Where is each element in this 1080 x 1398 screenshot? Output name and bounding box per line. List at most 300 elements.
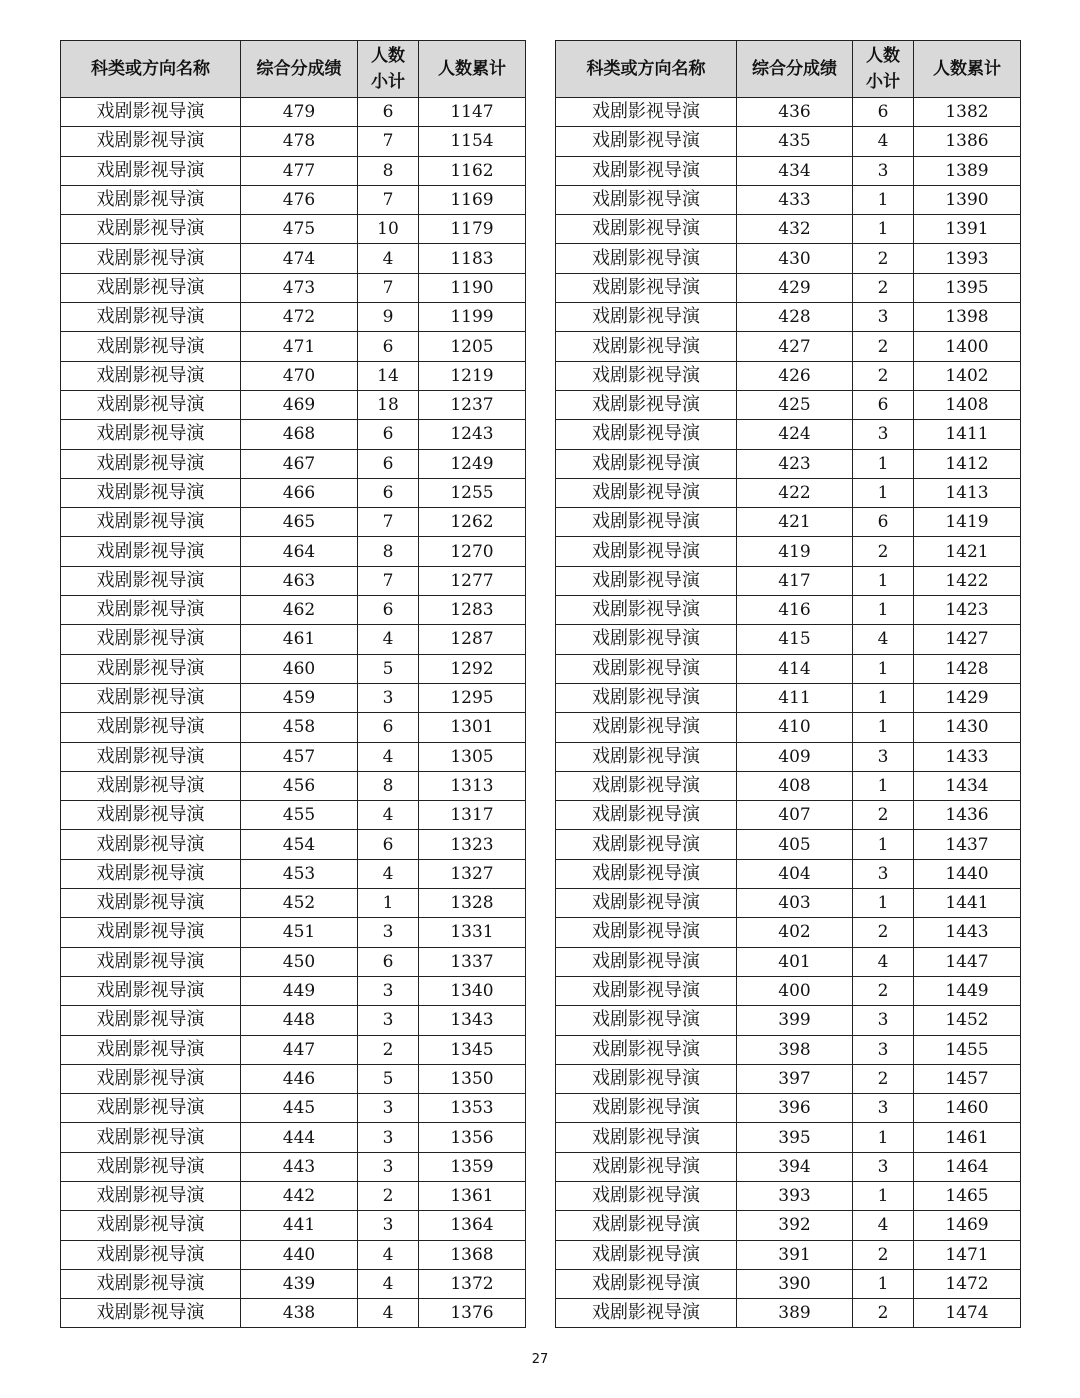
table-row bbox=[556, 1064, 1021, 1093]
score-cell: 432 bbox=[737, 215, 853, 244]
header-count-line2: 小计 bbox=[371, 72, 405, 92]
count-cell: 4 bbox=[853, 625, 914, 654]
cumulative-cell: 1277 bbox=[419, 566, 526, 595]
cumulative-cell: 1449 bbox=[914, 976, 1021, 1005]
count-cell: 5 bbox=[358, 1064, 419, 1093]
cumulative-cell: 1353 bbox=[419, 1094, 526, 1123]
score-cell: 472 bbox=[241, 303, 358, 332]
header-count bbox=[358, 41, 419, 98]
score-cell: 410 bbox=[737, 713, 853, 742]
table-row bbox=[556, 508, 1021, 537]
score-cell: 443 bbox=[241, 1152, 358, 1181]
count-cell: 7 bbox=[358, 566, 419, 595]
cumulative-cell: 1340 bbox=[419, 976, 526, 1005]
header-cumulative: 人数累计 bbox=[914, 41, 1021, 98]
score-cell: 391 bbox=[737, 1240, 853, 1269]
count-cell: 4 bbox=[358, 801, 419, 830]
major-name-cell: 戏剧影视导演 bbox=[61, 771, 241, 800]
count-cell: 1 bbox=[853, 185, 914, 214]
header-count bbox=[853, 41, 914, 98]
table-row bbox=[556, 566, 1021, 595]
count-cell: 8 bbox=[358, 156, 419, 185]
table-row bbox=[61, 771, 526, 800]
score-cell: 435 bbox=[737, 127, 853, 156]
major-name-cell: 戏剧影视导演 bbox=[556, 947, 737, 976]
score-cell: 430 bbox=[737, 244, 853, 273]
score-cell: 404 bbox=[737, 859, 853, 888]
cumulative-cell: 1390 bbox=[914, 185, 1021, 214]
count-cell: 1 bbox=[853, 478, 914, 507]
table-row bbox=[61, 537, 526, 566]
count-cell: 3 bbox=[853, 420, 914, 449]
count-cell: 7 bbox=[358, 273, 419, 302]
score-cell: 428 bbox=[737, 303, 853, 332]
table-row bbox=[61, 478, 526, 507]
major-name-cell: 戏剧影视导演 bbox=[61, 976, 241, 1005]
table-row bbox=[61, 215, 526, 244]
major-name-cell: 戏剧影视导演 bbox=[556, 303, 737, 332]
major-name-cell: 戏剧影视导演 bbox=[556, 771, 737, 800]
cumulative-cell: 1287 bbox=[419, 625, 526, 654]
cumulative-cell: 1437 bbox=[914, 830, 1021, 859]
count-cell: 3 bbox=[358, 918, 419, 947]
table-row bbox=[61, 1211, 526, 1240]
count-cell: 3 bbox=[853, 1152, 914, 1181]
cumulative-cell: 1460 bbox=[914, 1094, 1021, 1123]
cumulative-cell: 1331 bbox=[419, 918, 526, 947]
major-name-cell: 戏剧影视导演 bbox=[556, 449, 737, 478]
score-cell: 398 bbox=[737, 1035, 853, 1064]
table-row bbox=[61, 596, 526, 625]
table-row bbox=[61, 1299, 526, 1328]
table-row bbox=[556, 361, 1021, 390]
count-cell: 4 bbox=[853, 127, 914, 156]
major-name-cell: 戏剧影视导演 bbox=[61, 918, 241, 947]
count-cell: 3 bbox=[358, 683, 419, 712]
count-cell: 2 bbox=[853, 273, 914, 302]
table-row bbox=[61, 449, 526, 478]
score-cell: 448 bbox=[241, 1006, 358, 1035]
count-cell: 3 bbox=[853, 1035, 914, 1064]
major-name-cell: 戏剧影视导演 bbox=[556, 508, 737, 537]
cumulative-cell: 1402 bbox=[914, 361, 1021, 390]
count-cell: 3 bbox=[358, 1094, 419, 1123]
table-row bbox=[556, 683, 1021, 712]
count-cell: 3 bbox=[358, 1152, 419, 1181]
score-cell: 441 bbox=[241, 1211, 358, 1240]
cumulative-cell: 1162 bbox=[419, 156, 526, 185]
table-row bbox=[61, 625, 526, 654]
major-name-cell: 戏剧影视导演 bbox=[556, 1123, 737, 1152]
score-table-right bbox=[555, 40, 1021, 1328]
count-cell: 6 bbox=[358, 98, 419, 127]
count-cell: 6 bbox=[358, 713, 419, 742]
count-cell: 2 bbox=[853, 1240, 914, 1269]
cumulative-cell: 1472 bbox=[914, 1269, 1021, 1298]
table-row bbox=[556, 156, 1021, 185]
cumulative-cell: 1219 bbox=[419, 361, 526, 390]
score-cell: 465 bbox=[241, 508, 358, 537]
score-cell: 405 bbox=[737, 830, 853, 859]
score-cell: 415 bbox=[737, 625, 853, 654]
table-row bbox=[556, 918, 1021, 947]
table-row bbox=[61, 830, 526, 859]
header-count-line2: 小计 bbox=[866, 72, 900, 92]
major-name-cell: 戏剧影视导演 bbox=[556, 830, 737, 859]
header-cumulative: 人数累计 bbox=[419, 41, 526, 98]
table-row bbox=[556, 1211, 1021, 1240]
major-name-cell: 戏剧影视导演 bbox=[556, 1152, 737, 1181]
score-cell: 417 bbox=[737, 566, 853, 595]
table-row bbox=[61, 859, 526, 888]
table-row bbox=[556, 1123, 1021, 1152]
count-cell: 4 bbox=[853, 1211, 914, 1240]
count-cell: 9 bbox=[358, 303, 419, 332]
score-cell: 403 bbox=[737, 889, 853, 918]
cumulative-cell: 1469 bbox=[914, 1211, 1021, 1240]
table-row bbox=[556, 98, 1021, 127]
count-cell: 1 bbox=[853, 596, 914, 625]
major-name-cell: 戏剧影视导演 bbox=[556, 273, 737, 302]
count-cell: 4 bbox=[358, 1240, 419, 1269]
cumulative-cell: 1430 bbox=[914, 713, 1021, 742]
table-row bbox=[556, 947, 1021, 976]
major-name-cell: 戏剧影视导演 bbox=[556, 1299, 737, 1328]
score-cell: 444 bbox=[241, 1123, 358, 1152]
count-cell: 3 bbox=[853, 1094, 914, 1123]
score-cell: 460 bbox=[241, 654, 358, 683]
table-row bbox=[556, 801, 1021, 830]
cumulative-cell: 1249 bbox=[419, 449, 526, 478]
count-cell: 3 bbox=[358, 1123, 419, 1152]
count-cell: 7 bbox=[358, 508, 419, 537]
major-name-cell: 戏剧影视导演 bbox=[61, 683, 241, 712]
cumulative-cell: 1328 bbox=[419, 889, 526, 918]
score-cell: 422 bbox=[737, 478, 853, 507]
count-cell: 2 bbox=[853, 537, 914, 566]
score-cell: 453 bbox=[241, 859, 358, 888]
major-name-cell: 戏剧影视导演 bbox=[556, 625, 737, 654]
table-row bbox=[556, 654, 1021, 683]
score-cell: 469 bbox=[241, 390, 358, 419]
major-name-cell: 戏剧影视导演 bbox=[61, 332, 241, 361]
score-cell: 451 bbox=[241, 918, 358, 947]
major-name-cell: 戏剧影视导演 bbox=[556, 1211, 737, 1240]
major-name-cell: 戏剧影视导演 bbox=[61, 98, 241, 127]
major-name-cell: 戏剧影视导演 bbox=[556, 1181, 737, 1210]
count-cell: 1 bbox=[853, 449, 914, 478]
cumulative-cell: 1295 bbox=[419, 683, 526, 712]
cumulative-cell: 1356 bbox=[419, 1123, 526, 1152]
score-cell: 461 bbox=[241, 625, 358, 654]
cumulative-cell: 1391 bbox=[914, 215, 1021, 244]
count-cell: 6 bbox=[358, 332, 419, 361]
cumulative-cell: 1361 bbox=[419, 1181, 526, 1210]
table-row bbox=[556, 420, 1021, 449]
cumulative-cell: 1350 bbox=[419, 1064, 526, 1093]
count-cell: 1 bbox=[358, 889, 419, 918]
count-cell: 5 bbox=[358, 654, 419, 683]
count-cell: 6 bbox=[358, 420, 419, 449]
cumulative-cell: 1440 bbox=[914, 859, 1021, 888]
cumulative-cell: 1471 bbox=[914, 1240, 1021, 1269]
score-cell: 468 bbox=[241, 420, 358, 449]
cumulative-cell: 1413 bbox=[914, 478, 1021, 507]
cumulative-cell: 1465 bbox=[914, 1181, 1021, 1210]
cumulative-cell: 1337 bbox=[419, 947, 526, 976]
cumulative-cell: 1359 bbox=[419, 1152, 526, 1181]
score-cell: 414 bbox=[737, 654, 853, 683]
count-cell: 8 bbox=[358, 771, 419, 800]
major-name-cell: 戏剧影视导演 bbox=[556, 420, 737, 449]
table-row bbox=[61, 1035, 526, 1064]
table-row bbox=[556, 596, 1021, 625]
count-cell: 1 bbox=[853, 771, 914, 800]
cumulative-cell: 1305 bbox=[419, 742, 526, 771]
table-row bbox=[556, 1269, 1021, 1298]
score-cell: 421 bbox=[737, 508, 853, 537]
score-cell: 475 bbox=[241, 215, 358, 244]
table-row bbox=[556, 1152, 1021, 1181]
table-row bbox=[556, 478, 1021, 507]
count-cell: 3 bbox=[853, 742, 914, 771]
score-cell: 459 bbox=[241, 683, 358, 712]
major-name-cell: 戏剧影视导演 bbox=[556, 654, 737, 683]
count-cell: 8 bbox=[358, 537, 419, 566]
count-cell: 7 bbox=[358, 127, 419, 156]
major-name-cell: 戏剧影视导演 bbox=[61, 1152, 241, 1181]
major-name-cell: 戏剧影视导演 bbox=[61, 185, 241, 214]
count-cell: 1 bbox=[853, 713, 914, 742]
score-cell: 411 bbox=[737, 683, 853, 712]
major-name-cell: 戏剧影视导演 bbox=[61, 830, 241, 859]
major-name-cell: 戏剧影视导演 bbox=[61, 156, 241, 185]
header-count-line1: 人数 bbox=[371, 46, 405, 66]
count-cell: 6 bbox=[853, 390, 914, 419]
table-row bbox=[61, 801, 526, 830]
score-cell: 407 bbox=[737, 801, 853, 830]
major-name-cell: 戏剧影视导演 bbox=[61, 361, 241, 390]
major-name-cell: 戏剧影视导演 bbox=[556, 596, 737, 625]
score-cell: 456 bbox=[241, 771, 358, 800]
score-cell: 399 bbox=[737, 1006, 853, 1035]
score-cell: 389 bbox=[737, 1299, 853, 1328]
major-name-cell: 戏剧影视导演 bbox=[61, 449, 241, 478]
cumulative-cell: 1364 bbox=[419, 1211, 526, 1240]
cumulative-cell: 1441 bbox=[914, 889, 1021, 918]
table-row bbox=[61, 98, 526, 127]
count-cell: 6 bbox=[358, 830, 419, 859]
cumulative-cell: 1237 bbox=[419, 390, 526, 419]
score-cell: 390 bbox=[737, 1269, 853, 1298]
score-cell: 445 bbox=[241, 1094, 358, 1123]
major-name-cell: 戏剧影视导演 bbox=[556, 683, 737, 712]
cumulative-cell: 1393 bbox=[914, 244, 1021, 273]
cumulative-cell: 1243 bbox=[419, 420, 526, 449]
score-cell: 476 bbox=[241, 185, 358, 214]
score-cell: 425 bbox=[737, 390, 853, 419]
score-cell: 393 bbox=[737, 1181, 853, 1210]
major-name-cell: 戏剧影视导演 bbox=[61, 596, 241, 625]
table-row bbox=[61, 185, 526, 214]
table-row bbox=[61, 947, 526, 976]
table-row bbox=[556, 1181, 1021, 1210]
score-cell: 419 bbox=[737, 537, 853, 566]
cumulative-cell: 1398 bbox=[914, 303, 1021, 332]
major-name-cell: 戏剧影视导演 bbox=[556, 889, 737, 918]
major-name-cell: 戏剧影视导演 bbox=[556, 1006, 737, 1035]
major-name-cell: 戏剧影视导演 bbox=[61, 127, 241, 156]
table-row bbox=[61, 244, 526, 273]
score-cell: 426 bbox=[737, 361, 853, 390]
score-cell: 473 bbox=[241, 273, 358, 302]
count-cell: 4 bbox=[358, 625, 419, 654]
major-name-cell: 戏剧影视导演 bbox=[556, 742, 737, 771]
major-name-cell: 戏剧影视导演 bbox=[61, 801, 241, 830]
score-cell: 392 bbox=[737, 1211, 853, 1240]
table-row bbox=[61, 918, 526, 947]
cumulative-cell: 1372 bbox=[419, 1269, 526, 1298]
cumulative-cell: 1434 bbox=[914, 771, 1021, 800]
cumulative-cell: 1270 bbox=[419, 537, 526, 566]
table-row bbox=[556, 771, 1021, 800]
cumulative-cell: 1345 bbox=[419, 1035, 526, 1064]
table-row bbox=[61, 1181, 526, 1210]
count-cell: 6 bbox=[358, 947, 419, 976]
cumulative-cell: 1183 bbox=[419, 244, 526, 273]
count-cell: 3 bbox=[358, 1006, 419, 1035]
score-cell: 416 bbox=[737, 596, 853, 625]
header-row bbox=[556, 41, 1021, 98]
count-cell: 3 bbox=[358, 1211, 419, 1240]
table-row bbox=[556, 1006, 1021, 1035]
cumulative-cell: 1395 bbox=[914, 273, 1021, 302]
cumulative-cell: 1457 bbox=[914, 1064, 1021, 1093]
major-name-cell: 戏剧影视导演 bbox=[61, 420, 241, 449]
table-row bbox=[556, 859, 1021, 888]
major-name-cell: 戏剧影视导演 bbox=[556, 713, 737, 742]
major-name-cell: 戏剧影视导演 bbox=[556, 1035, 737, 1064]
score-cell: 450 bbox=[241, 947, 358, 976]
table-row bbox=[61, 156, 526, 185]
cumulative-cell: 1154 bbox=[419, 127, 526, 156]
table-row bbox=[556, 537, 1021, 566]
major-name-cell: 戏剧影视导演 bbox=[61, 1211, 241, 1240]
cumulative-cell: 1169 bbox=[419, 185, 526, 214]
count-cell: 2 bbox=[853, 244, 914, 273]
major-name-cell: 戏剧影视导演 bbox=[61, 244, 241, 273]
cumulative-cell: 1179 bbox=[419, 215, 526, 244]
major-name-cell: 戏剧影视导演 bbox=[61, 566, 241, 595]
count-cell: 6 bbox=[853, 98, 914, 127]
count-cell: 2 bbox=[853, 976, 914, 1005]
cumulative-cell: 1427 bbox=[914, 625, 1021, 654]
major-name-cell: 戏剧影视导演 bbox=[61, 390, 241, 419]
table-row bbox=[556, 1094, 1021, 1123]
score-cell: 477 bbox=[241, 156, 358, 185]
major-name-cell: 戏剧影视导演 bbox=[61, 1094, 241, 1123]
count-cell: 2 bbox=[853, 332, 914, 361]
score-cell: 395 bbox=[737, 1123, 853, 1152]
major-name-cell: 戏剧影视导演 bbox=[61, 1240, 241, 1269]
count-cell: 2 bbox=[853, 361, 914, 390]
header-score: 综合分成绩 bbox=[737, 41, 853, 98]
table-row bbox=[61, 1094, 526, 1123]
cumulative-cell: 1433 bbox=[914, 742, 1021, 771]
major-name-cell: 戏剧影视导演 bbox=[556, 390, 737, 419]
score-cell: 466 bbox=[241, 478, 358, 507]
table-row bbox=[61, 1006, 526, 1035]
table-row bbox=[61, 742, 526, 771]
major-name-cell: 戏剧影视导演 bbox=[556, 98, 737, 127]
cumulative-cell: 1461 bbox=[914, 1123, 1021, 1152]
cumulative-cell: 1313 bbox=[419, 771, 526, 800]
table-row bbox=[556, 976, 1021, 1005]
major-name-cell: 戏剧影视导演 bbox=[61, 713, 241, 742]
major-name-cell: 戏剧影视导演 bbox=[556, 918, 737, 947]
cumulative-cell: 1422 bbox=[914, 566, 1021, 595]
score-cell: 458 bbox=[241, 713, 358, 742]
major-name-cell: 戏剧影视导演 bbox=[556, 332, 737, 361]
table-row bbox=[61, 713, 526, 742]
score-cell: 449 bbox=[241, 976, 358, 1005]
cumulative-cell: 1317 bbox=[419, 801, 526, 830]
cumulative-cell: 1428 bbox=[914, 654, 1021, 683]
table-row bbox=[61, 654, 526, 683]
cumulative-cell: 1147 bbox=[419, 98, 526, 127]
cumulative-cell: 1411 bbox=[914, 420, 1021, 449]
major-name-cell: 戏剧影视导演 bbox=[556, 361, 737, 390]
table-row bbox=[61, 976, 526, 1005]
count-cell: 2 bbox=[853, 801, 914, 830]
count-cell: 14 bbox=[358, 361, 419, 390]
header-name: 科类或方向名称 bbox=[556, 41, 737, 98]
table-row bbox=[61, 1269, 526, 1298]
cumulative-cell: 1386 bbox=[914, 127, 1021, 156]
score-cell: 442 bbox=[241, 1181, 358, 1210]
count-cell: 3 bbox=[853, 859, 914, 888]
score-cell: 454 bbox=[241, 830, 358, 859]
cumulative-cell: 1190 bbox=[419, 273, 526, 302]
table-row bbox=[556, 273, 1021, 302]
score-cell: 440 bbox=[241, 1240, 358, 1269]
count-cell: 6 bbox=[358, 449, 419, 478]
count-cell: 1 bbox=[853, 566, 914, 595]
count-cell: 4 bbox=[853, 947, 914, 976]
major-name-cell: 戏剧影视导演 bbox=[61, 537, 241, 566]
table-row bbox=[556, 332, 1021, 361]
count-cell: 2 bbox=[358, 1181, 419, 1210]
table-row bbox=[61, 303, 526, 332]
cumulative-cell: 1301 bbox=[419, 713, 526, 742]
table-row bbox=[61, 332, 526, 361]
table-row bbox=[556, 1299, 1021, 1328]
major-name-cell: 戏剧影视导演 bbox=[61, 1064, 241, 1093]
table-row bbox=[556, 889, 1021, 918]
major-name-cell: 戏剧影视导演 bbox=[61, 273, 241, 302]
table-row bbox=[556, 185, 1021, 214]
cumulative-cell: 1436 bbox=[914, 801, 1021, 830]
page-number: 27 bbox=[531, 1352, 549, 1367]
score-cell: 402 bbox=[737, 918, 853, 947]
table-row bbox=[556, 1035, 1021, 1064]
score-cell: 394 bbox=[737, 1152, 853, 1181]
count-cell: 1 bbox=[853, 889, 914, 918]
count-cell: 2 bbox=[853, 1299, 914, 1328]
table-row bbox=[61, 127, 526, 156]
table-row bbox=[556, 625, 1021, 654]
count-cell: 1 bbox=[853, 654, 914, 683]
